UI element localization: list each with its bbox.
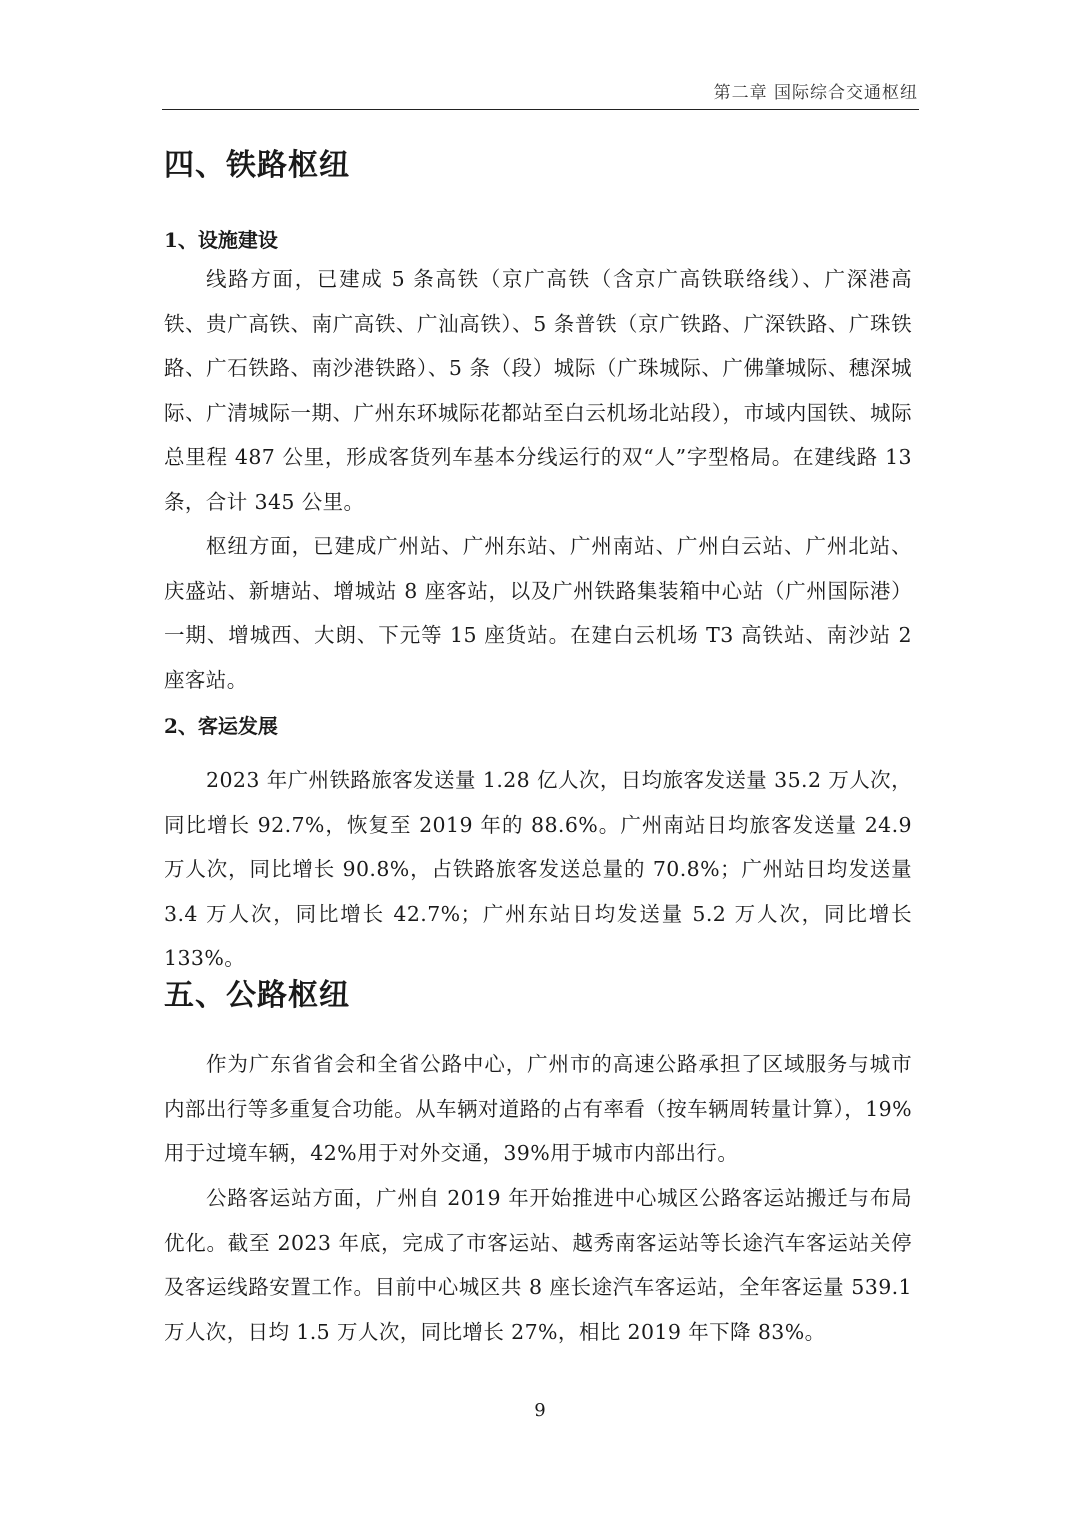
section-title-railway: 四、铁路枢纽: [164, 148, 350, 183]
header-rule: [162, 109, 919, 110]
running-header: 第二章 国际综合交通枢纽: [713, 83, 918, 103]
paragraph-passenger-stats: 2023 年广州铁路旅客发送量 1.28 亿人次，日均旅客发送量 35.2 万人次，同比增长 92.7%，恢复至 2019 年的 88.6%。广州南站日均旅客发送量 24.9 万人次，同比增长 90.8%，占铁路旅客发送总量的 70.8%；广州站日均发送量 3.4 万人次，同比增长 42.7%；广州东站日均发送量 5.2 万人次，同比增长 133%。: [164, 768, 912, 970]
sub-heading-passenger: 2、客运发展: [164, 714, 278, 738]
paragraph-highway-stations: 公路客运站方面，广州自 2019 年开始推进中心城区公路客运站搬迁与布局优化。截至 2023 年底，完成了市客运站、越秀南客运站等长途汽车客运站关停及客运线路安置工作。目前中心城区共 8 座长途汽车客运站，全年客运量 539.1 万人次，日均 1.5 万人次，同比增长 27%，相比 2019 年下降 83%。: [164, 1186, 912, 1344]
page-number: 9: [534, 1400, 546, 1421]
paragraph-highway-function: 作为广东省省会和全省公路中心，广州市的高速公路承担了区域服务与城市内部出行等多重复合功能。从车辆对道路的占有率看（按车辆周转量计算），19%用于过境车辆，42%用于对外交通，39%用于城市内部出行。: [164, 1052, 912, 1165]
paragraph-railway-lines: 线路方面，已建成 5 条高铁（京广高铁（含京广高铁联络线）、广深港高铁、贵广高铁、南广高铁、广汕高铁）、5 条普铁（京广铁路、广深铁路、广珠铁路、广石铁路、南沙港铁路）、5 条（段）城际（广珠城际、广佛肇城际、穗深城际、广清城际一期、广州东环城际花都站至白云机场北站段），市域内国铁、城际总里程 487 公里，形成客货列车基本分线运行的双“人”字型格局。在建线路 13 条，合计 345 公里。: [164, 267, 912, 514]
sub-heading-facilities: 1、设施建设: [164, 228, 278, 252]
paragraph-railway-hubs: 枢纽方面，已建成广州站、广州东站、广州南站、广州白云站、广州北站、庆盛站、新塘站、增城站 8 座客站，以及广州铁路集装箱中心站（广州国际港）一期、增城西、大朗、下元等 15 座货站。在建白云机场 T3 高铁站、南沙站 2 座客站。: [164, 534, 912, 692]
section-title-highway: 五、公路枢纽: [164, 978, 350, 1013]
